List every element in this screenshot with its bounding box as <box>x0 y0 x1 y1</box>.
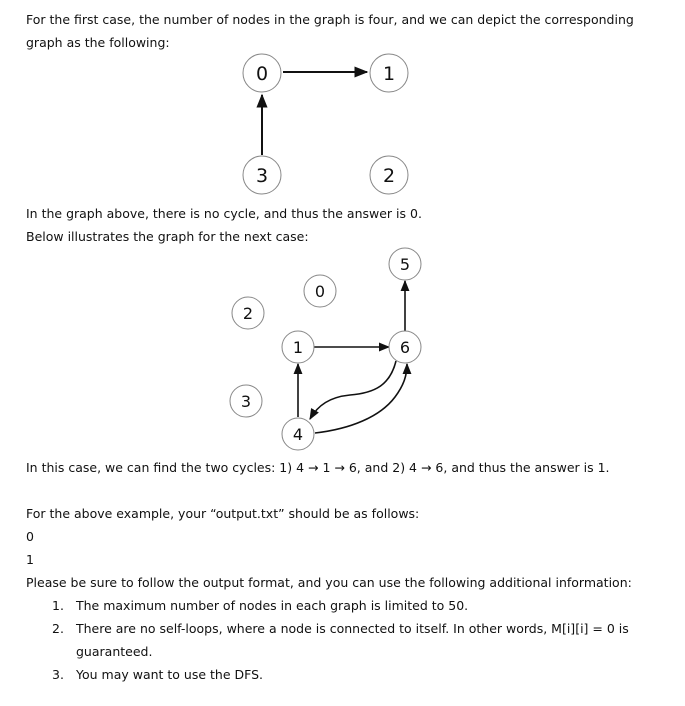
graph2-node-0 <box>304 275 336 307</box>
graph-2-diagram <box>0 245 685 455</box>
output-intro-text: For the above example, your “output.txt” should be as follows: <box>26 506 420 521</box>
svg-text:2: 2 <box>242 304 254 323</box>
svg-text:0: 0 <box>314 282 326 301</box>
output-line-1: 0 <box>26 529 34 544</box>
list-item-text: The maximum number of nodes in each graph is limited to 50. <box>76 598 469 613</box>
svg-text:3: 3 <box>255 165 269 187</box>
graph1-node-3 <box>243 156 281 194</box>
intro-line-2: graph as the following: <box>26 35 170 50</box>
svg-text:5: 5 <box>399 255 411 274</box>
info-intro-text: Please be sure to follow the output format, and you can use the following additional information: <box>26 575 632 590</box>
graph-1-diagram <box>0 0 685 200</box>
svg-text:1: 1 <box>382 63 396 85</box>
list-item-text-continued: guaranteed. <box>76 644 153 659</box>
graph1-node-2 <box>370 156 408 194</box>
graph2-node-1 <box>282 331 314 363</box>
graph2-node-2 <box>232 297 264 329</box>
edge-4-6 <box>315 364 407 433</box>
output-line-2: 1 <box>26 552 34 567</box>
graph2-node-5 <box>389 248 421 280</box>
cycles-text: In this case, we can find the two cycles: 1) 4 → 1 → 6, and 2) 4 → 6, and thus the answer is 1. <box>26 460 610 475</box>
edge-6-4 <box>310 361 396 419</box>
list-item-text: You may want to use the DFS. <box>76 667 264 682</box>
svg-text:0: 0 <box>255 63 269 85</box>
intro-line-1: For the first case, the number of nodes in the graph is four, and we can depict the corresponding <box>26 12 634 27</box>
list-item-marker: 2. <box>52 621 64 636</box>
graph2-node-3 <box>230 385 262 417</box>
no-cycle-text: In the graph above, there is no cycle, and thus the answer is 0. <box>26 206 422 221</box>
svg-text:3: 3 <box>240 392 252 411</box>
graph2-node-4 <box>282 418 314 450</box>
svg-text:4: 4 <box>292 425 304 444</box>
list-item-text: There are no self-loops, where a node is connected to itself. In other words, M[i][i] = 0 is <box>76 621 629 636</box>
graph1-node-1 <box>370 54 408 92</box>
svg-text:6: 6 <box>399 338 411 357</box>
next-case-text: Below illustrates the graph for the next case: <box>26 229 309 244</box>
list-item-marker: 3. <box>52 667 64 682</box>
graph1-node-0 <box>243 54 281 92</box>
graph2-node-6 <box>389 331 421 363</box>
svg-text:1: 1 <box>292 338 304 357</box>
list-item-marker: 1. <box>52 598 64 613</box>
svg-text:2: 2 <box>382 165 396 187</box>
